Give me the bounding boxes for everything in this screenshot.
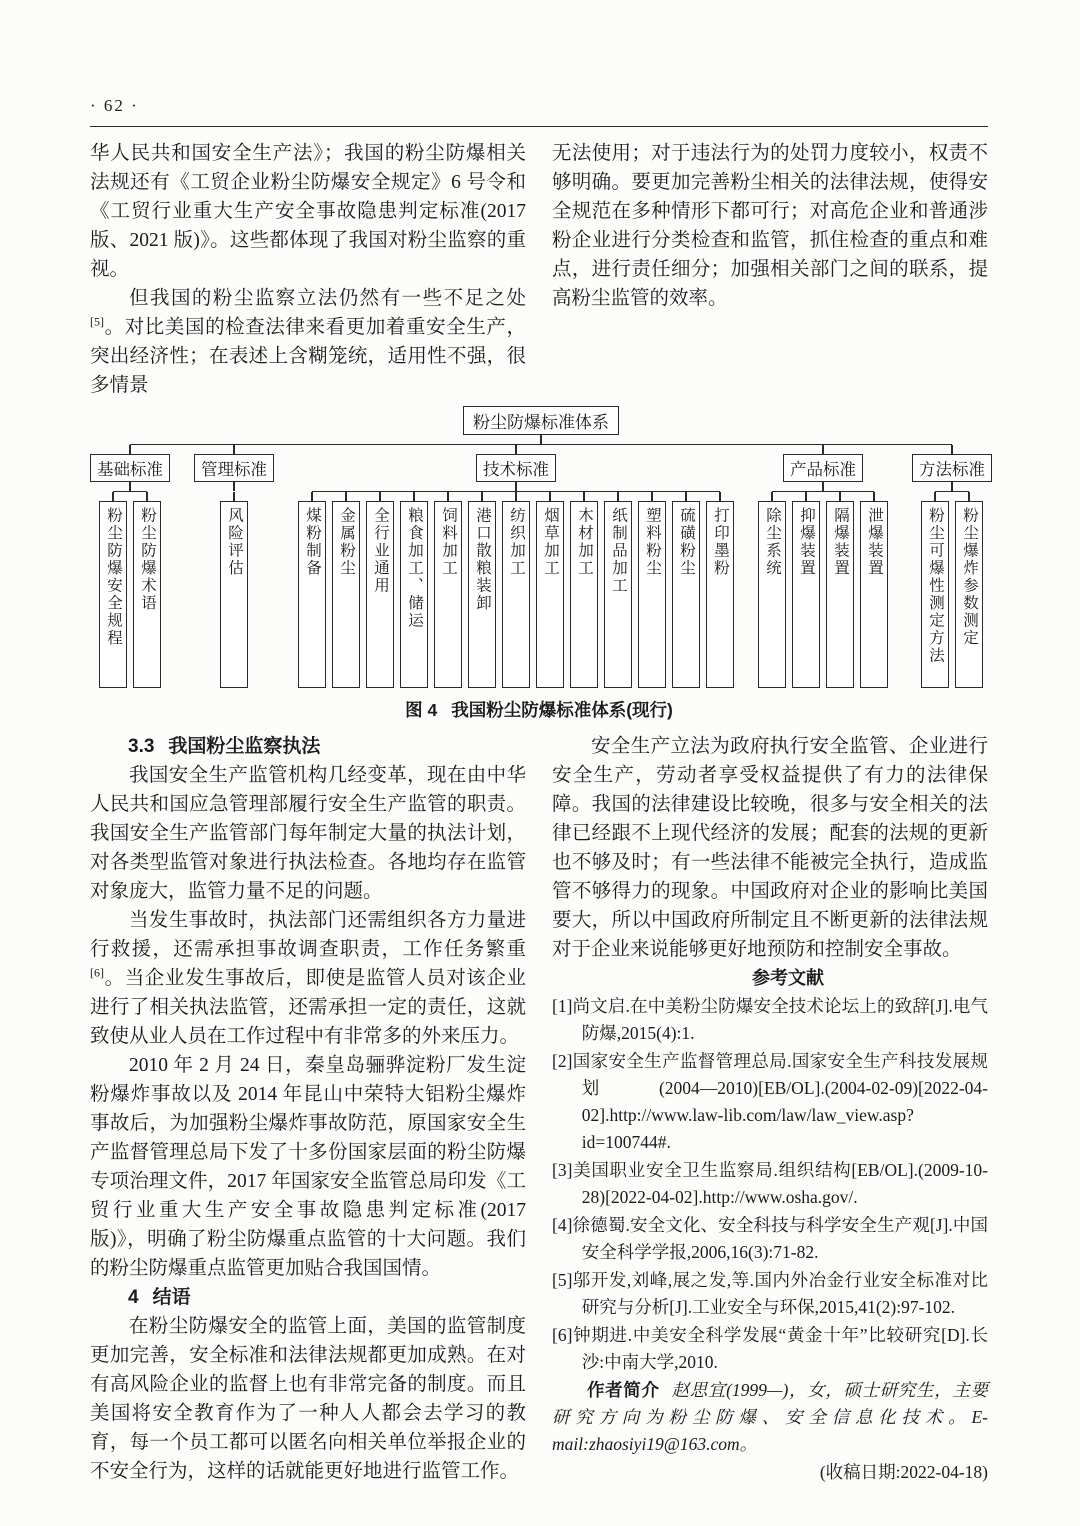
paragraph-text: 当发生事故时，执法部门还需组织各方力量进行救援，还需承担事故调查职责，工作任务繁重 [90, 910, 526, 960]
citation-marker: [6] [90, 965, 104, 980]
page-number: · 62 · [90, 96, 139, 115]
bottom-right-column [552, 732, 988, 1487]
connector-line [822, 445, 824, 454]
connector-line [951, 482, 953, 491]
standard-leaf: 隔爆装置 [826, 501, 854, 688]
standard-leaf: 烟草加工 [536, 501, 564, 688]
connector-line [583, 492, 585, 501]
group-children [921, 491, 983, 688]
paragraph: 我国安全生产监管机构几经变革，现在由中华人民共和国应急管理部履行安全生产监管的职责。我国安全生产监管部门每年制定大量的执法计划，对各类型监管对象进行执法检查。各地均存在监管对象庞大，监管力量不足的问题。 [90, 765, 526, 902]
standard-leaf: 泄爆装置 [860, 501, 888, 688]
connector-line [540, 435, 542, 444]
standard-leaf: 粉尘爆炸参数测定 [955, 501, 983, 688]
paragraph [90, 284, 526, 400]
std-group-basic [90, 445, 170, 688]
connector-line [822, 482, 824, 491]
figure-root-box: 粉尘防爆标准体系 [463, 406, 619, 435]
standard-leaf: 饲料加工 [434, 501, 462, 688]
connector-line [345, 492, 347, 501]
connector-line [934, 492, 936, 501]
author-bio-text: 赵思宜(1999—)，女，硕士研究生，主要研究方向为粉尘防爆、安全信息化技术。E-mail:zhaosiyi19@163.com。 [552, 1380, 989, 1454]
connector-line [379, 492, 381, 501]
standard-leaf: 风险评估 [220, 501, 248, 688]
citation-marker: [5] [90, 314, 104, 329]
reference-item: [3]美国职业安全卫生监察局.组织结构[EB/OL].(2009-10-28)[2022-04-02].http://www.osha.gov/. [552, 1160, 988, 1207]
connector-line [951, 445, 953, 454]
connector-line [651, 492, 653, 501]
connector-line [515, 445, 517, 454]
standard-leaf: 金属粉尘 [332, 501, 360, 688]
top-text-section [90, 139, 988, 400]
paragraph: 2010 年 2 月 24 日，秦皇岛骊骅淀粉厂发生淀粉爆炸事故以及 2014 年昆山中荣特大铝粉尘爆炸事故后，为加强粉尘爆炸事故防范，原国家安全生产监督管理总局下发了十多份国家层面的粉尘防爆专项治理文件，2017 年国家安全监管总局印发《工贸行业重大生产安全事故隐患判定标准(2017 版)》，明确了粉尘防爆重点监管的十大问题。我们的粉尘防爆重点监管更加贴合我国国情。 [90, 1055, 526, 1279]
bottom-left-column [90, 732, 526, 1487]
paragraph-text: 。对比美国的检查法律来看更加着重安全生产，突出经济性；在表述上含糊笼统，适用性不强，很多情景 [90, 317, 526, 396]
paragraph [90, 906, 526, 1051]
author-bio-label: 作者简介 [587, 1380, 660, 1400]
standard-leaf: 纺织加工 [502, 501, 530, 688]
group-children [220, 491, 248, 688]
section-title: 我国粉尘监察执法 [168, 736, 321, 757]
connector-line [233, 482, 235, 491]
connector-line [481, 492, 483, 501]
connector-line [515, 492, 517, 501]
standard-leaf: 打印墨粉 [706, 501, 734, 688]
received-date: (收稿日期:2022-04-18) [819, 1462, 988, 1482]
connector-line [233, 492, 235, 501]
top-right-column [552, 139, 988, 400]
paragraph-text: 但我国的粉尘监察立法仍然有一些不足之处 [129, 288, 526, 309]
connector-line [968, 492, 970, 501]
author-bio [552, 1377, 988, 1458]
standard-leaf: 煤粉制备 [298, 501, 326, 688]
connector-line [515, 482, 517, 491]
standard-category: 技术标准 [476, 454, 556, 482]
connector-line [413, 492, 415, 501]
group-children [758, 491, 888, 688]
standard-leaf: 木材加工 [570, 501, 598, 688]
connector-line [617, 492, 619, 501]
reference-item: [6]钟期进.中美安全科学发展“黄金十年”比较研究[D].长沙:中南大学,2010. [552, 1325, 988, 1372]
header-rule [90, 126, 988, 127]
standard-leaf: 粮食加工、储运 [400, 501, 428, 688]
standard-category: 产品标准 [783, 454, 863, 482]
standard-leaf: 粉尘防爆术语 [133, 501, 161, 688]
standard-leaf: 除尘系统 [758, 501, 786, 688]
figure-caption [90, 697, 988, 722]
standard-leaf: 全行业通用 [366, 501, 394, 688]
standard-category: 基础标准 [90, 454, 170, 482]
standard-leaf: 粉尘防爆安全规程 [99, 501, 127, 688]
standard-category: 方法标准 [912, 454, 992, 482]
paragraph: 无法使用；对于违法行为的处罚力度较小，权责不够明确。要更加完善粉尘相关的法律法规，使得安全规范在多种情形下都可行；对高危企业和普通涉粉企业进行分类检查和监管，抓住检查的重点和难点，进行责任细分；加强相关部门之间的联系，提高粉尘监管的效率。 [552, 143, 988, 309]
standard-leaf: 粉尘可爆性测定方法 [921, 501, 949, 688]
std-group-product [758, 445, 888, 688]
standard-leaf: 塑料粉尘 [638, 501, 666, 688]
reference-item: [4]徐德蜀.安全文化、安全科技与科学安全生产观[J].中国安全科学学报,2006,16(3):71-82. [552, 1215, 988, 1262]
connector-line [311, 492, 313, 501]
standard-leaf: 抑爆装置 [792, 501, 820, 688]
section-number: 3.3 [128, 736, 155, 757]
reference-item: [1]尚文启.在中美粉尘防爆安全技术论坛上的致辞[J].电气防爆,2015(4):1. [552, 996, 988, 1043]
paragraph-text: 。当企业发生事故后，即使是监管人员对该企业进行了相关执法监管，还需承担一定的责任，这就致使从业人员在工作过程中有非常多的外来压力。 [90, 968, 526, 1047]
standards-tree-diagram [90, 406, 992, 688]
connector-line [233, 445, 235, 454]
section-heading-4 [90, 1283, 526, 1312]
std-group-technical [298, 445, 734, 688]
connector-line [549, 492, 551, 501]
section-number: 4 [128, 1287, 139, 1308]
reference-item: [5]邬开发,刘峰,展之发,等.国内外冶金行业安全标准对比研究与分析[J].工业安全与环保,2015,41(2):97-102. [552, 1270, 988, 1317]
bottom-text-section [90, 732, 988, 1487]
references-list [552, 993, 988, 1376]
connector-line [805, 492, 807, 501]
top-left-column [90, 139, 526, 400]
figure-4 [90, 406, 988, 722]
connector-line [839, 492, 841, 501]
figure-caption-text: 我国粉尘防爆标准体系(现行) [451, 700, 673, 720]
paragraph: 安全生产立法为政府执行安全监管、企业进行安全生产，劳动者享受权益提供了有力的法律保障。我国的法律建设比较晚，很多与安全相关的法律已经跟不上现代经济的发展；配套的法规的更新也不够及时；有一些法律不能被完全执行，造成监管不够得力的现象。中国政府对企业的影响比美国要大，所以中国政府所制定且不断更新的法律法规对于企业来说能够更好地预防和控制安全事故。 [552, 736, 988, 960]
std-group-management [194, 445, 274, 688]
paragraph: 在粉尘防爆安全的监管上面，美国的监管制度更加完善，安全标准和法律法规都更加成熟。在对有高风险企业的监督上也有非常完备的制度。而且美国将安全教育作为了一种人人都会去学习的教育，每一个员工都可以匿名向相关单位举报企业的不安全行为，这样的话就能更好地进行监管工作。 [90, 1316, 526, 1482]
group-children [298, 491, 734, 688]
connector-line [112, 492, 114, 501]
connector-line [685, 492, 687, 501]
standard-leaf: 硫磺粉尘 [672, 501, 700, 688]
connector-line [719, 492, 721, 501]
standard-category: 管理标准 [194, 454, 274, 482]
section-heading-3-3 [90, 732, 526, 761]
group-children [99, 491, 161, 688]
std-group-method [912, 445, 992, 688]
standard-leaf: 纸制品加工 [604, 501, 632, 688]
section-title: 结语 [152, 1287, 191, 1308]
reference-item: [2]国家安全生产监督管理总局.国家安全生产科技发展规划(2004—2010)[EB/OL].(2004-02-09)[2022-04-02].http://www.law-lib.com/law/law_view.asp? id=100744#. [552, 1051, 988, 1152]
connector-line [129, 482, 131, 491]
paragraph: 华人民共和国安全生产法》；我国的粉尘防爆相关法规还有《工贸企业粉尘防爆安全规定》6 号令和《工贸行业重大生产安全事故隐患判定标准(2017 版、2021 版)》。这些都体现了我国对粉尘监察的重视。 [90, 143, 526, 280]
references-heading: 参考文献 [752, 968, 824, 988]
connector-line [873, 492, 875, 501]
connector-line [129, 445, 131, 454]
connector-line [447, 492, 449, 501]
connector-line [146, 492, 148, 501]
figure-caption-number: 图 4 [405, 700, 438, 720]
standard-groups-row [90, 445, 992, 688]
connector-line [771, 492, 773, 501]
standard-leaf: 港口散粮装卸 [468, 501, 496, 688]
